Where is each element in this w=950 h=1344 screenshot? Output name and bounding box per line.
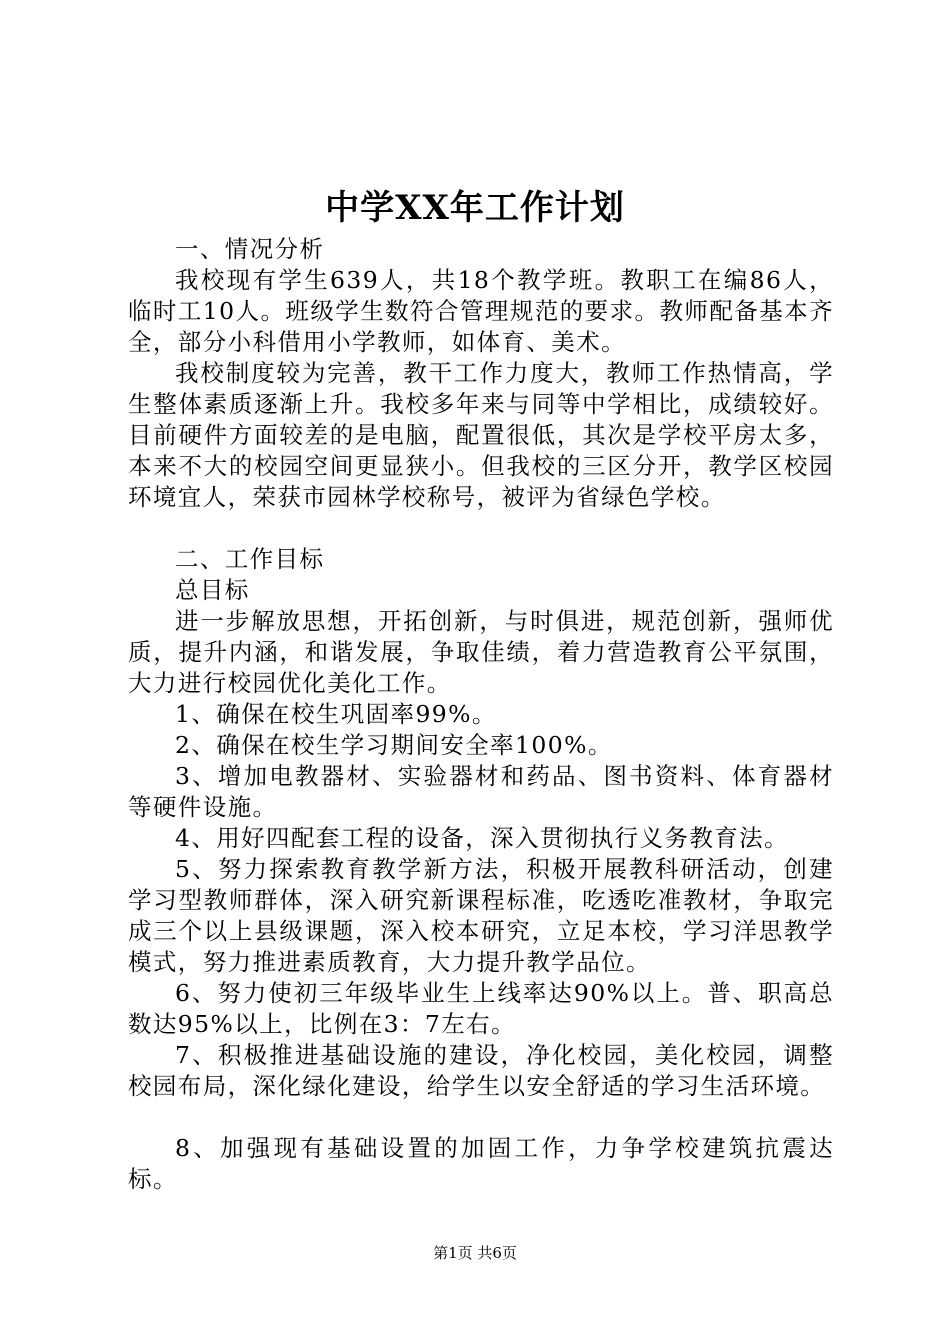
- document-title: 中学XX年工作计划: [325, 188, 625, 228]
- list-item: 2、确保在校生学习期间安全率100%。: [175, 731, 613, 759]
- paragraph: 进一步解放思想，开拓创新，与时俱进，规范创新，强师优质，提升内涵，和谐发展，争取佳绩，着力营造教育公平氛围，大力进行校园优化美化工作。: [128, 607, 834, 697]
- document-body: [128, 234, 834, 1195]
- paragraph-spacer: [128, 1102, 834, 1133]
- paragraph: 我校现有学生639人，共18个教学班。教职工在编86人，临时工10人。班级学生数符合管理规范的要求。教师配备基本齐全，部分小科借用小学教师，如体育、美术。: [128, 266, 834, 356]
- list-item: 5、努力探索教育教学新方法，积极开展教科研活动，创建学习型教师群体，深入研究新课程标准，吃透吃准教材，争取完成三个以上县级课题，深入校本研究，立足本校，学习洋思教学模式，努力推进素质教育，大力提升教学品位。: [128, 855, 834, 976]
- sub-heading: 总目标: [175, 576, 250, 604]
- list-item: 4、用好四配套工程的设备，深入贯彻执行义务教育法。: [175, 824, 789, 852]
- list-item: 1、确保在校生巩固率99%。: [175, 700, 497, 728]
- paragraph-spacer: [128, 513, 834, 544]
- section-heading: 二、工作目标: [175, 545, 325, 573]
- list-item: 8、加强现有基础设置的加固工作，力争学校建筑抗震达标。: [128, 1134, 834, 1193]
- paragraph: 我校制度较为完善，教干工作力度大，教师工作热情高，学生整体素质逐渐上升。我校多年来与同等中学相比，成绩较好。目前硬件方面较差的是电脑，配置很低，其次是学校平房太多，本来不大的校园空间更显狭小。但我校的三区分开，教学区校园环境宜人，荣获市园林学校称号，被评为省绿色学校。: [128, 359, 834, 511]
- list-item: 3、增加电教器材、实验器材和药品、图书资料、体育器材等硬件设施。: [128, 762, 834, 821]
- page-footer: 第1页 共6页: [433, 1244, 517, 1262]
- list-item: 7、积极推进基础设施的建设，净化校园，美化校园，调整校园布局，深化绿化建设，给学生以安全舒适的学习生活环境。: [128, 1041, 834, 1100]
- list-item: 6、努力使初三年级毕业生上线率达90%以上。普、职高总数达95%以上，比例在3：7左右。: [128, 979, 834, 1038]
- section-heading: 一、情况分析: [175, 235, 325, 263]
